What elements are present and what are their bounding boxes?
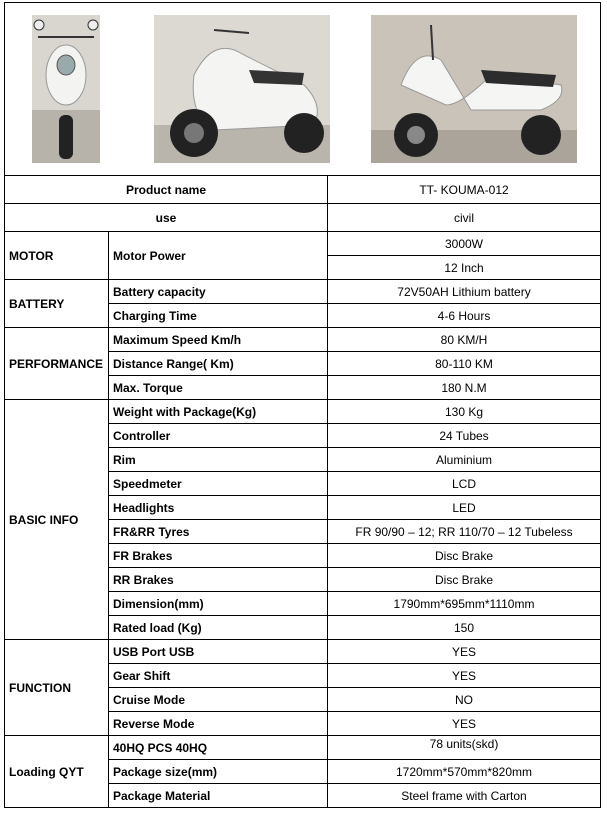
- spec-label: Package size(mm): [109, 760, 328, 784]
- motor-power-label: Motor Power: [109, 232, 328, 280]
- performance-category: PERFORMANCE: [5, 328, 109, 400]
- spec-value: 4-6 Hours: [328, 304, 601, 328]
- function-category: FUNCTION: [5, 640, 109, 736]
- photo-row: [5, 3, 601, 176]
- spec-value: 24 Tubes: [328, 424, 601, 448]
- spec-value: 130 Kg: [328, 400, 601, 424]
- spec-label: RR Brakes: [109, 568, 328, 592]
- spec-label: Dimension(mm): [109, 592, 328, 616]
- spec-label: Controller: [109, 424, 328, 448]
- spec-value: YES: [328, 712, 601, 736]
- spec-label: FR&RR Tyres: [109, 520, 328, 544]
- spec-value: 1720mm*570mm*820mm: [328, 760, 601, 784]
- spec-label: Maximum Speed Km/h: [109, 328, 328, 352]
- scooter-side-photo: [371, 15, 577, 163]
- function-row: [5, 640, 601, 664]
- spec-label: Gear Shift: [109, 664, 328, 688]
- spec-label: Cruise Mode: [109, 688, 328, 712]
- spec-value: Disc Brake: [328, 544, 601, 568]
- spec-value: Disc Brake: [328, 568, 601, 592]
- spec-value: 80-110 KM: [328, 352, 601, 376]
- spec-label: Battery capacity: [109, 280, 328, 304]
- spec-label: Speedmeter: [109, 472, 328, 496]
- spec-label: USB Port USB: [109, 640, 328, 664]
- spec-table: [4, 2, 601, 808]
- spec-label: Charging Time: [109, 304, 328, 328]
- spec-value: 1790mm*695mm*1110mm: [328, 592, 601, 616]
- spec-value: YES: [328, 664, 601, 688]
- spec-label: Max. Torque: [109, 376, 328, 400]
- spec-label: Headlights: [109, 496, 328, 520]
- spec-label: Weight with Package(Kg): [109, 400, 328, 424]
- loading-category: Loading QYT: [5, 736, 109, 808]
- scooter-front-photo: [32, 15, 100, 163]
- spec-label: Distance Range( Km): [109, 352, 328, 376]
- use-value: civil: [328, 204, 601, 232]
- spec-value: Aluminium: [328, 448, 601, 472]
- spec-value: Steel frame with Carton: [328, 784, 601, 808]
- spec-sheet: [4, 2, 600, 808]
- basic-info-row: [5, 400, 601, 424]
- scooter-angle-photo: [154, 15, 330, 163]
- spec-label: FR Brakes: [109, 544, 328, 568]
- spec-value: LCD: [328, 472, 601, 496]
- spec-value: LED: [328, 496, 601, 520]
- wheel-size-value: 12 Inch: [328, 256, 601, 280]
- spec-value: 150: [328, 616, 601, 640]
- battery-row: [5, 280, 601, 304]
- loading-row: [5, 736, 601, 760]
- motor-category: MOTOR: [5, 232, 109, 280]
- spec-value: 72V50AH Lithium battery: [328, 280, 601, 304]
- spec-value: 80 KM/H: [328, 328, 601, 352]
- basic-info-category: BASIC INFO: [5, 400, 109, 640]
- product-name-row: [5, 176, 601, 204]
- spec-value: 78 units(skd): [328, 736, 601, 760]
- use-row: [5, 204, 601, 232]
- motor-row: [5, 232, 601, 256]
- product-name-value: TT- KOUMA-012: [328, 176, 601, 204]
- spec-label: Rated load (Kg): [109, 616, 328, 640]
- spec-label: Package Material: [109, 784, 328, 808]
- spec-value: NO: [328, 688, 601, 712]
- use-label: use: [5, 204, 328, 232]
- spec-value: YES: [328, 640, 601, 664]
- performance-row: [5, 328, 601, 352]
- spec-label: Reverse Mode: [109, 712, 328, 736]
- spec-label: 40HQ PCS 40HQ: [109, 736, 328, 760]
- spec-value: FR 90/90 – 12; RR 110/70 – 12 Tubeless: [328, 520, 601, 544]
- battery-category: BATTERY: [5, 280, 109, 328]
- product-name-label: Product name: [5, 176, 328, 204]
- spec-label: Rim: [109, 448, 328, 472]
- motor-power-value: 3000W: [328, 232, 601, 256]
- spec-value: 180 N.M: [328, 376, 601, 400]
- photo-cell: [5, 3, 601, 176]
